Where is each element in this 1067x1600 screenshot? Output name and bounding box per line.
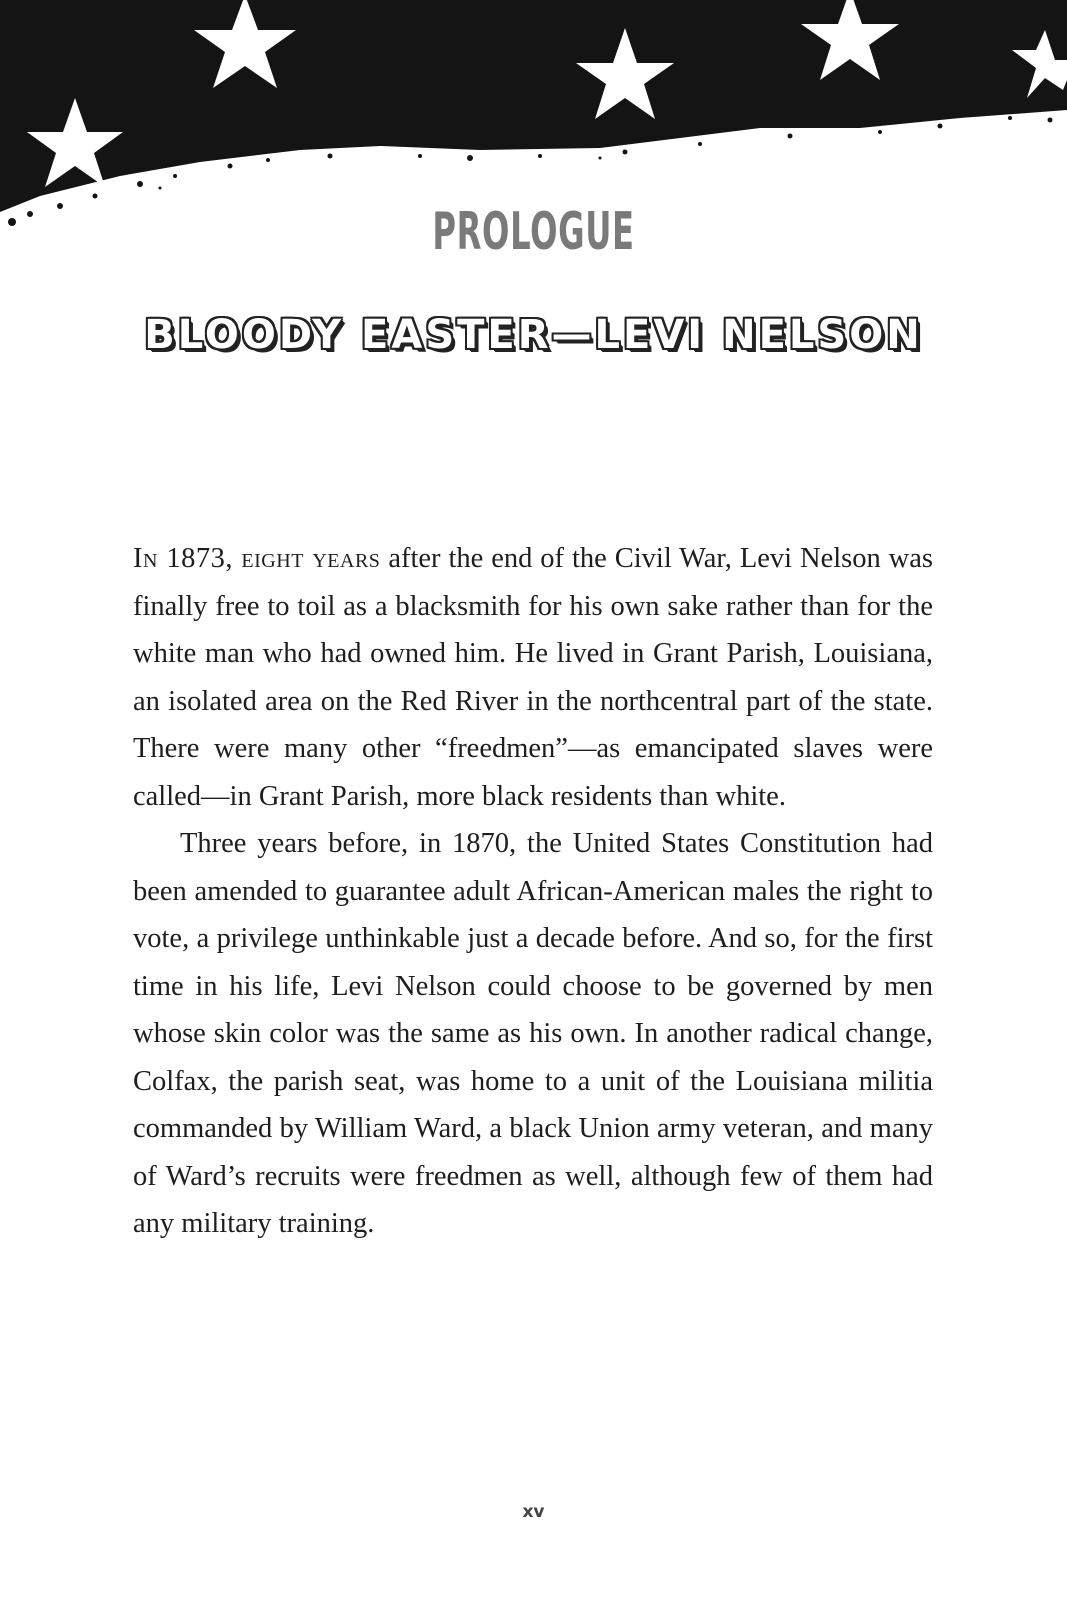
chapter-label: PROLOGUE	[432, 202, 635, 262]
body-text	[133, 535, 933, 1248]
page-number: xv	[522, 1502, 545, 1522]
paragraph-lead-in: In 1873, eight years	[133, 543, 381, 574]
paragraph-text: Three years before, in 1870, the United States Constitution had been amended to guarantee adult African-American males the right to vote, a privilege unthinkable just a decade before. And so, for the first time in his life, Levi Nelson could choose to be governed by men whose skin color was the same as his own. In another radical change, Colfax, the parish seat, was home to a unit of the Louisiana militia commanded by William Ward, a black Union army veteran, and many of Ward’s recruits were freedmen as well, although few of them had any military training.	[133, 828, 933, 1239]
paragraph	[133, 535, 933, 820]
chapter-title: BLOODY EASTER—LEVI NELSON	[144, 312, 923, 358]
banner-background	[0, 0, 1067, 212]
paragraph	[133, 820, 933, 1248]
paragraph-text: after the end of the Civil War, Levi Nelson was finally free to toil as a blacksmith for his own sake rather than for the white man who had owned him. He lived in Grant Parish, Louisiana, an isolated area on the Red River in the northcentral part of the state. There were many other “freedmen”—as emancipated slaves were called—in Grant Parish, more black residents than white.	[133, 543, 933, 812]
